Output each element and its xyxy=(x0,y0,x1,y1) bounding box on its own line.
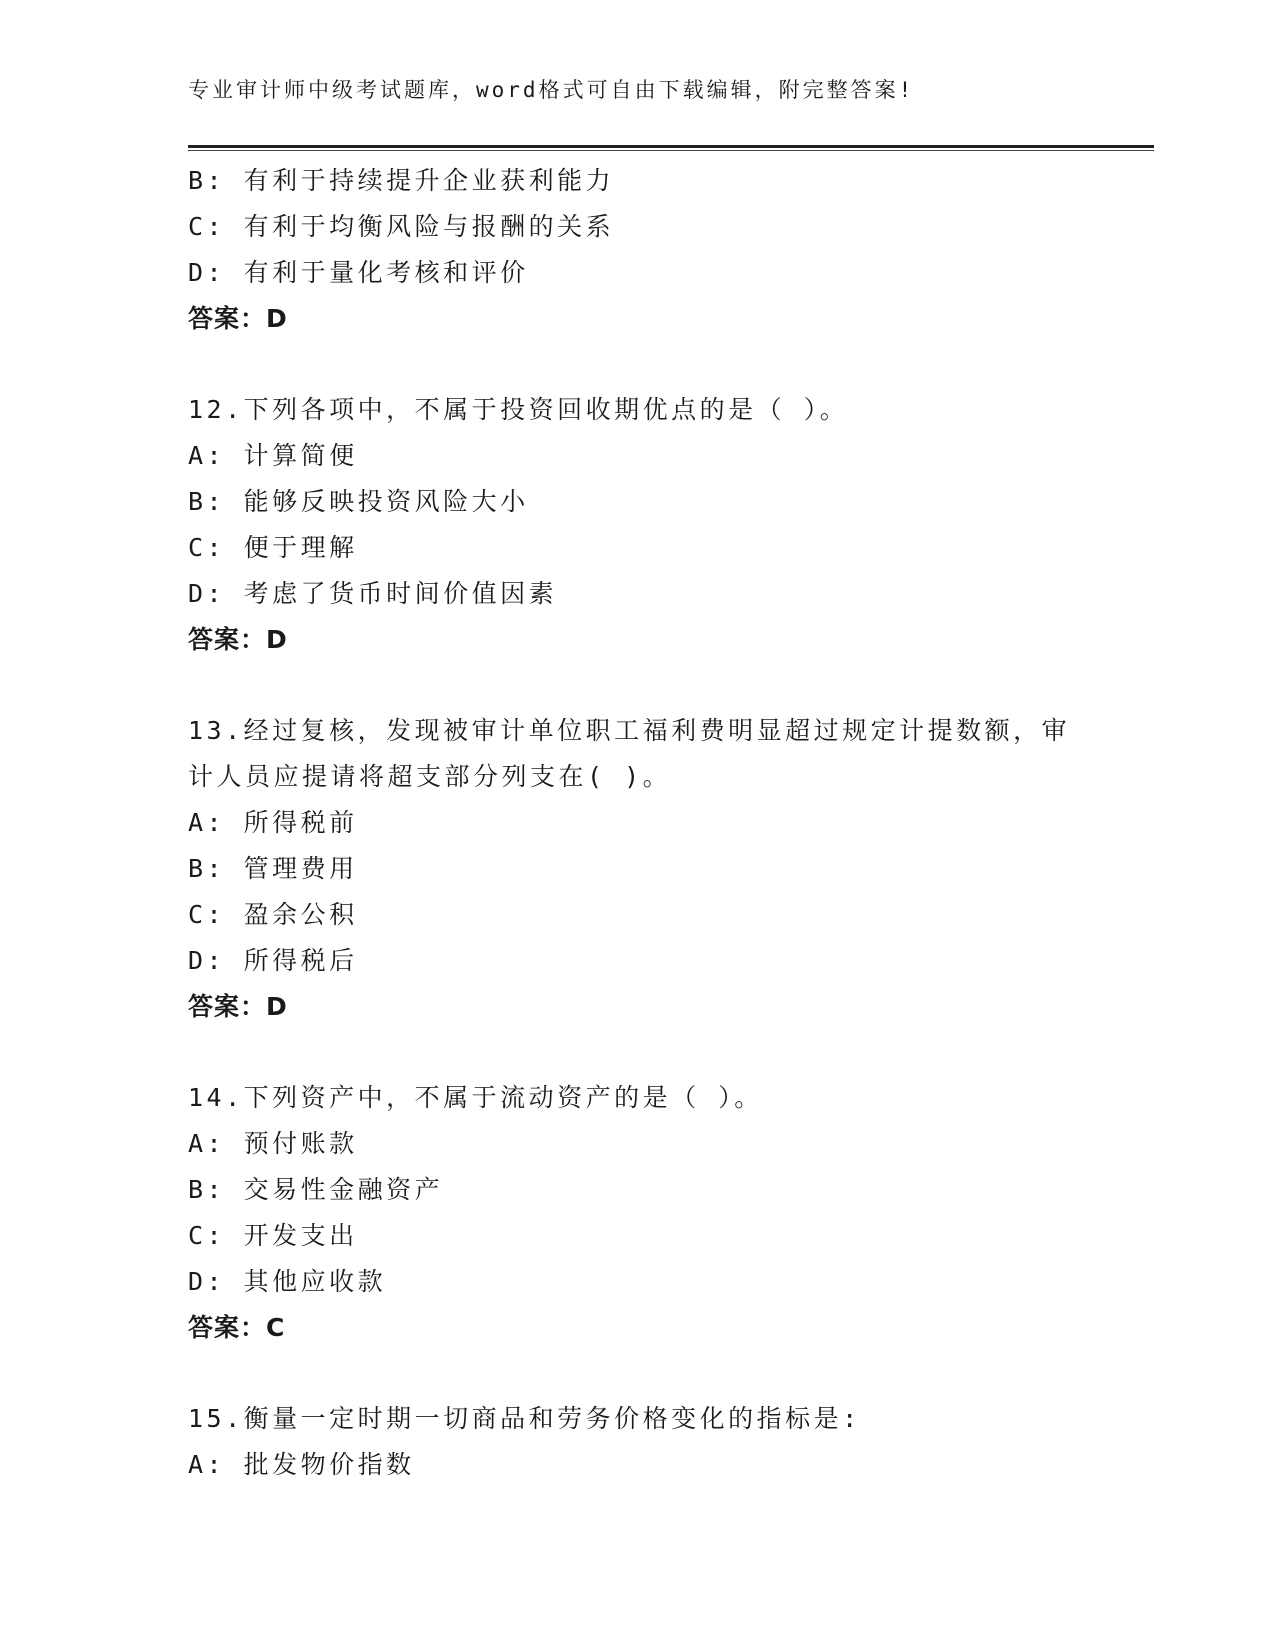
question-12 xyxy=(188,387,1148,663)
question-15 xyxy=(188,1396,1148,1488)
answer-line: 答案：D xyxy=(188,625,288,654)
option-line: C: 盈余公积 xyxy=(188,900,358,929)
option-line: D: 所得税后 xyxy=(188,946,358,975)
option-line: A: 计算简便 xyxy=(188,441,358,470)
option-line: D: 其他应收款 xyxy=(188,1267,387,1296)
option-line: A: 预付账款 xyxy=(188,1129,358,1158)
question-14 xyxy=(188,1075,1148,1351)
option-line: D: 考虑了货币时间价值因素 xyxy=(188,579,558,608)
answer-line: 答案：D xyxy=(188,992,288,1021)
question-text: 13.经过复核，发现被审计单位职工福利费明显超过规定计提数额，审 xyxy=(188,716,1071,745)
page-header: 专业审计师中级考试题库，word格式可自由下载编辑，附完整答案! xyxy=(188,78,915,102)
answer-line: 答案：C xyxy=(188,1313,286,1342)
question-text: 14.下列资产中，不属于流动资产的是（ ）。 xyxy=(188,1083,763,1112)
question-13 xyxy=(188,708,1148,1030)
header-divider-thin xyxy=(188,150,1154,151)
header-divider xyxy=(188,145,1154,148)
option-line: C: 有利于均衡风险与报酬的关系 xyxy=(188,212,615,241)
option-line: C: 开发支出 xyxy=(188,1221,358,1250)
option-line: C: 便于理解 xyxy=(188,533,358,562)
leading-block xyxy=(188,158,1148,342)
option-line: B: 有利于持续提升企业获利能力 xyxy=(188,166,615,195)
question-content xyxy=(188,158,1148,1488)
option-line: A: 批发物价指数 xyxy=(188,1450,415,1479)
option-line: A: 所得税前 xyxy=(188,808,358,837)
answer-line: 答案：D xyxy=(188,304,288,333)
question-text: 12.下列各项中，不属于投资回收期优点的是（ ）。 xyxy=(188,395,849,424)
question-text-continued: 计人员应提请将超支部分列支在( )。 xyxy=(188,762,672,791)
option-line: B: 交易性金融资产 xyxy=(188,1175,444,1204)
option-line: B: 能够反映投资风险大小 xyxy=(188,487,529,516)
option-line: D: 有利于量化考核和评价 xyxy=(188,258,529,287)
option-line: B: 管理费用 xyxy=(188,854,358,883)
question-text: 15.衡量一定时期一切商品和劳务价格变化的指标是: xyxy=(188,1404,861,1433)
